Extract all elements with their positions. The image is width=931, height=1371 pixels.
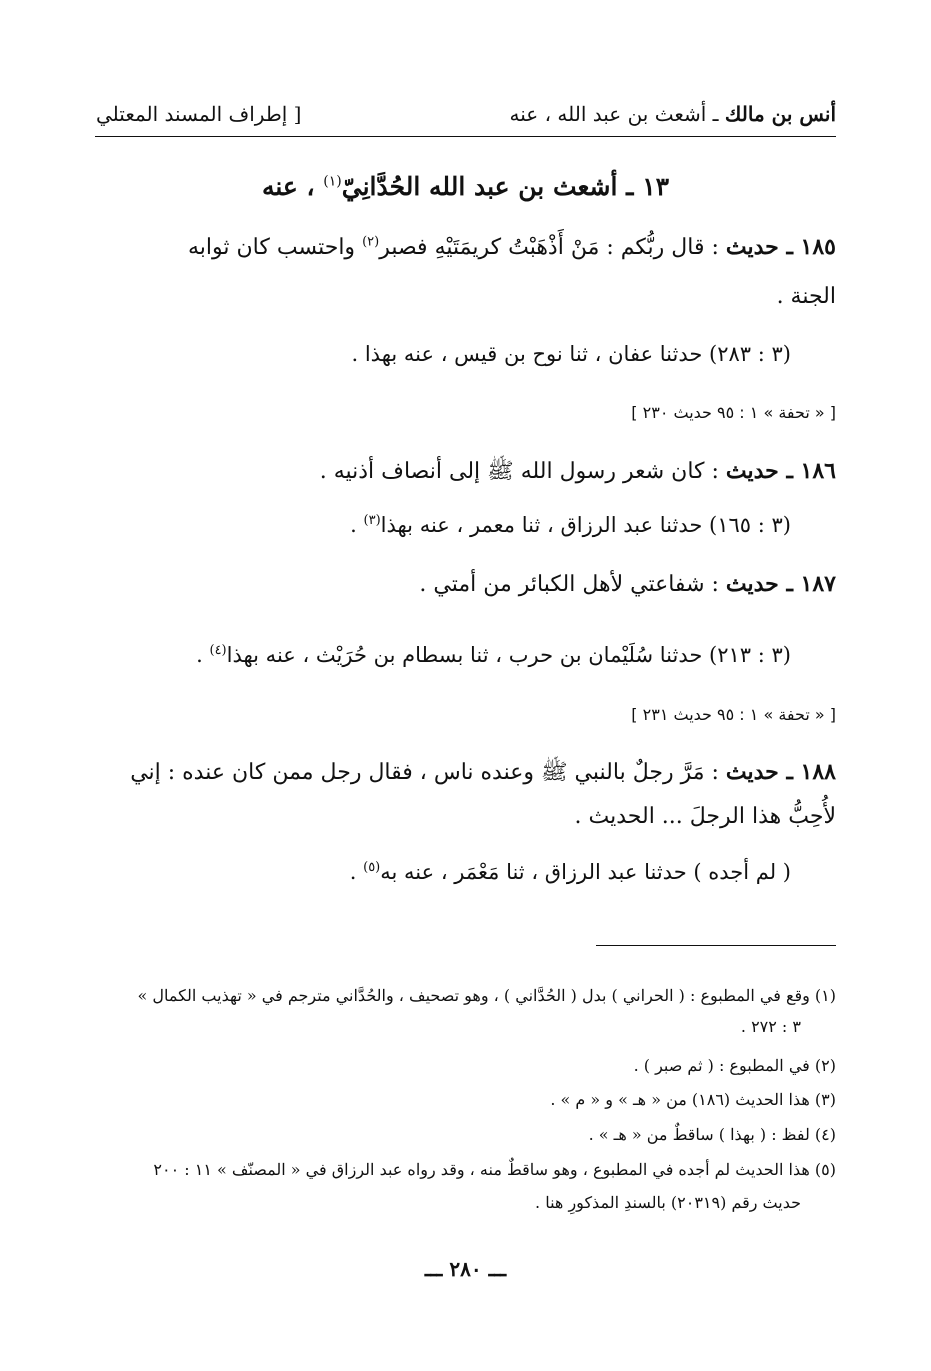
footnote-1-line2: ٣ : ٢٧٢ . [740, 1017, 801, 1036]
footnote-5-line1: (٥) هذا الحديث لم أجده في المطبوع ، وهو ساقطٌ منه ، وقد رواه عبد الرزاق في « المصنّف » ١١ : ٢٠٠ [153, 1160, 836, 1179]
hadith-186-text: : كان شعر رسول الله ﷺ إلى أنصاف أذنيه . [319, 459, 726, 484]
tuhfa-reference-2: [ « تحفة » ١ : ٩٥ حديث ٢٣١ ] [631, 705, 836, 724]
hadith-187-isnad-text: (٣ : ٢١٣) حدثنا سُلَيْمان بن حرب ، ثنا بسطام بن حُرَيْث ، عنه بهذا [226, 643, 791, 667]
chapter-title [0, 172, 931, 201]
chapter-title-tail: ، عنه [261, 172, 324, 201]
hadith-185-line2: الجنة . [776, 284, 836, 309]
footnote-ref-3: (٣) [363, 513, 381, 528]
footnote-ref-2: (٢) [362, 234, 380, 250]
footnote-3: (٣) هذا الحديث (١٨٦) من « هـ » و « م » . [550, 1090, 836, 1109]
hadith-188-isnad-text: ( لم أجده ) حدثنا عبد الرزاق ، ثنا مَعْمَر ، عنه به [380, 860, 791, 884]
hadith-185-number: ١٨٥ ـ حديث [725, 234, 836, 260]
hadith-188-number: ١٨٨ ـ حديث [725, 759, 836, 785]
footnote-1-line1: (١) وقع في المطبوع : ( الحراني ) بدل ( الحُدَّاني ) ، وهو تصحيف ، والحُدَّاني مترجم في « تهذيب الكمال » [137, 986, 836, 1005]
running-header-right [510, 102, 836, 126]
hadith-185-text-a: : قال ربُّكم : مَنْ أَذْهَبْتُ كريمَتَيْهِ فصبر [379, 235, 726, 260]
hadith-188-text: : مَرَّ رجلٌ بالنبي ﷺ وعنده ناس ، فقال رجل ممن كان عنده : إني [130, 760, 726, 785]
header-section: ـ أشعث بن عبد الله ، عنه [509, 102, 725, 126]
hadith-185-isnad: (٣ : ٢٨٣) حدثنا عفان ، ثنا نوح بن قيس ، عنه بهذا . [351, 342, 791, 366]
hadith-187-isnad [196, 643, 791, 667]
hadith-188-isnad [350, 860, 791, 884]
hadith-187-number: ١٨٧ ـ حديث [725, 571, 836, 597]
header-author: أنس بن مالك [724, 102, 836, 126]
footnote-ref-5: (٥) [363, 860, 381, 875]
footnote-5-line2: حديث رقم (٢٠٣١٩) بالسندِ المذكورِ هنا . [535, 1193, 801, 1212]
hadith-187-isnad-end: . [196, 643, 210, 667]
footnote-ref-1: (١) [323, 173, 342, 190]
tuhfa-reference-1: [ « تحفة » ١ : ٩٥ حديث ٢٣٠ ] [631, 403, 836, 422]
running-header-left: [ إطراف المسند المعتلي [96, 102, 302, 126]
hadith-185-line1 [188, 234, 836, 260]
footnote-2: (٢) في المطبوع : ( ثم صبر ) . [633, 1056, 836, 1075]
footnote-ref-4: (٤) [209, 643, 227, 658]
hadith-186-number: ١٨٦ ـ حديث [725, 458, 836, 484]
footnote-4: (٤) لفظ : ( بهذا ) ساقطٌ من « هـ » . [588, 1125, 836, 1144]
hadith-187-line1 [419, 571, 836, 597]
hadith-186-isnad-end: . [350, 513, 364, 537]
hadith-188-isnad-end: . [349, 860, 364, 884]
hadith-186-isnad-text: (٣ : ١٦٥) حدثنا عبد الرزاق ، ثنا معمر ، عنه بهذا [380, 513, 791, 537]
hadith-188-line1 [130, 758, 836, 790]
footnote-rule [596, 945, 836, 946]
hadith-188-line2: لأُحِبُّ هذا الرجلَ ... الحديث . [574, 804, 836, 829]
hadith-185-text-b: واحتسب كان ثوابه [188, 235, 363, 260]
header-rule [95, 136, 836, 137]
hadith-186-isnad [350, 513, 791, 537]
page-number: ـــ ٢٨٠ ـــ [424, 1257, 507, 1281]
chapter-title-text: ١٣ ـ أشعث بن عبد الله الحُدَّانِيّ [341, 172, 670, 201]
hadith-186-line1 [320, 457, 836, 489]
hadith-187-text: : شفاعتي لأهل الكبائر من أمتي . [419, 572, 726, 597]
